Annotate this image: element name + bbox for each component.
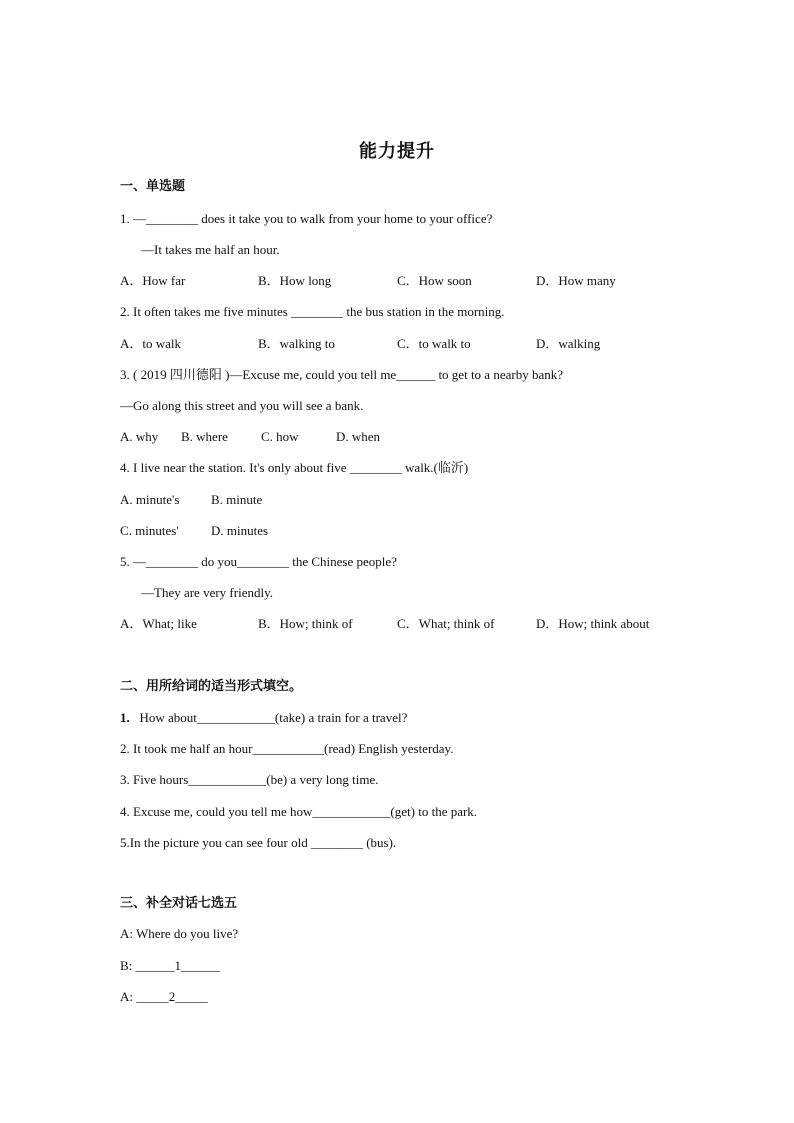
- section-heading-single-choice: 一、单选题: [120, 179, 186, 194]
- question-2-option-b: B．walking to: [258, 336, 335, 351]
- question-1-option-a: A．How far: [120, 273, 186, 288]
- question-4-option-a: A. minute's: [120, 492, 180, 507]
- question-3-stem: 3. ( 2019 四川德阳 )—Excuse me, could you tell me______ to get to a nearby bank?: [120, 367, 563, 382]
- dialogue-line-3: A: _____2_____: [120, 989, 208, 1004]
- question-1-option-d: D．How many: [536, 273, 616, 288]
- question-1-option-c: C．How soon: [397, 273, 472, 288]
- section-heading-dialogue: 三、补全对话七选五: [120, 896, 238, 911]
- question-4-option-d: D. minutes: [211, 523, 269, 538]
- question-3-option-c: C. how: [261, 429, 299, 444]
- question-3-option-d: D. when: [336, 429, 381, 444]
- question-2-option-d: D．walking: [536, 336, 601, 351]
- question-5-option-c: C．What; think of: [397, 616, 495, 631]
- question-1-stem: 1. —________ does it take you to walk from your home to your office?: [120, 211, 493, 226]
- page-title: 能力提升: [359, 141, 435, 162]
- question-4-stem: 4. I live near the station. It's only about five ________ walk.(临沂): [120, 460, 469, 475]
- question-3-reply: —Go along this street and you will see a bank.: [120, 398, 364, 413]
- question-4-option-b: B. minute: [211, 492, 263, 507]
- fill-item-1-number: 1.: [120, 710, 130, 725]
- fill-item-2: 2. It took me half an hour___________(read) English yesterday.: [120, 741, 454, 756]
- question-5-option-b: B．How; think of: [258, 616, 353, 631]
- fill-item-1-text: How about____________(take) a train for a travel?: [129, 710, 408, 725]
- question-3-option-a: A. why: [120, 429, 159, 444]
- dialogue-line-2: B: ______1______: [120, 958, 221, 973]
- question-2-option-c: C．to walk to: [397, 336, 471, 351]
- question-4-option-c: C. minutes': [120, 523, 179, 538]
- fill-item-5: 5.In the picture you can see four old ________ (bus).: [120, 835, 397, 850]
- fill-item-1: [120, 710, 407, 726]
- question-2-option-a: A．to walk: [120, 336, 182, 351]
- question-3-option-b: B. where: [181, 429, 228, 444]
- question-5-reply: —They are very friendly.: [141, 585, 273, 600]
- question-5-option-d: D．How; think about: [536, 616, 650, 631]
- section-heading-fill-in: 二、用所给词的适当形式填空。: [120, 679, 303, 694]
- question-5-option-a: A．What; like: [120, 616, 197, 631]
- fill-item-3: 3. Five hours____________(be) a very long time.: [120, 772, 379, 787]
- dialogue-line-1: A: Where do you live?: [120, 926, 239, 941]
- question-1-reply: —It takes me half an hour.: [141, 242, 280, 257]
- fill-item-4: 4. Excuse me, could you tell me how____________(get) to the park.: [120, 804, 478, 819]
- question-1-option-b: B．How long: [258, 273, 332, 288]
- question-5-stem: 5. —________ do you________ the Chinese people?: [120, 554, 397, 569]
- question-2-stem: 2. It often takes me five minutes ________ the bus station in the morning.: [120, 304, 505, 319]
